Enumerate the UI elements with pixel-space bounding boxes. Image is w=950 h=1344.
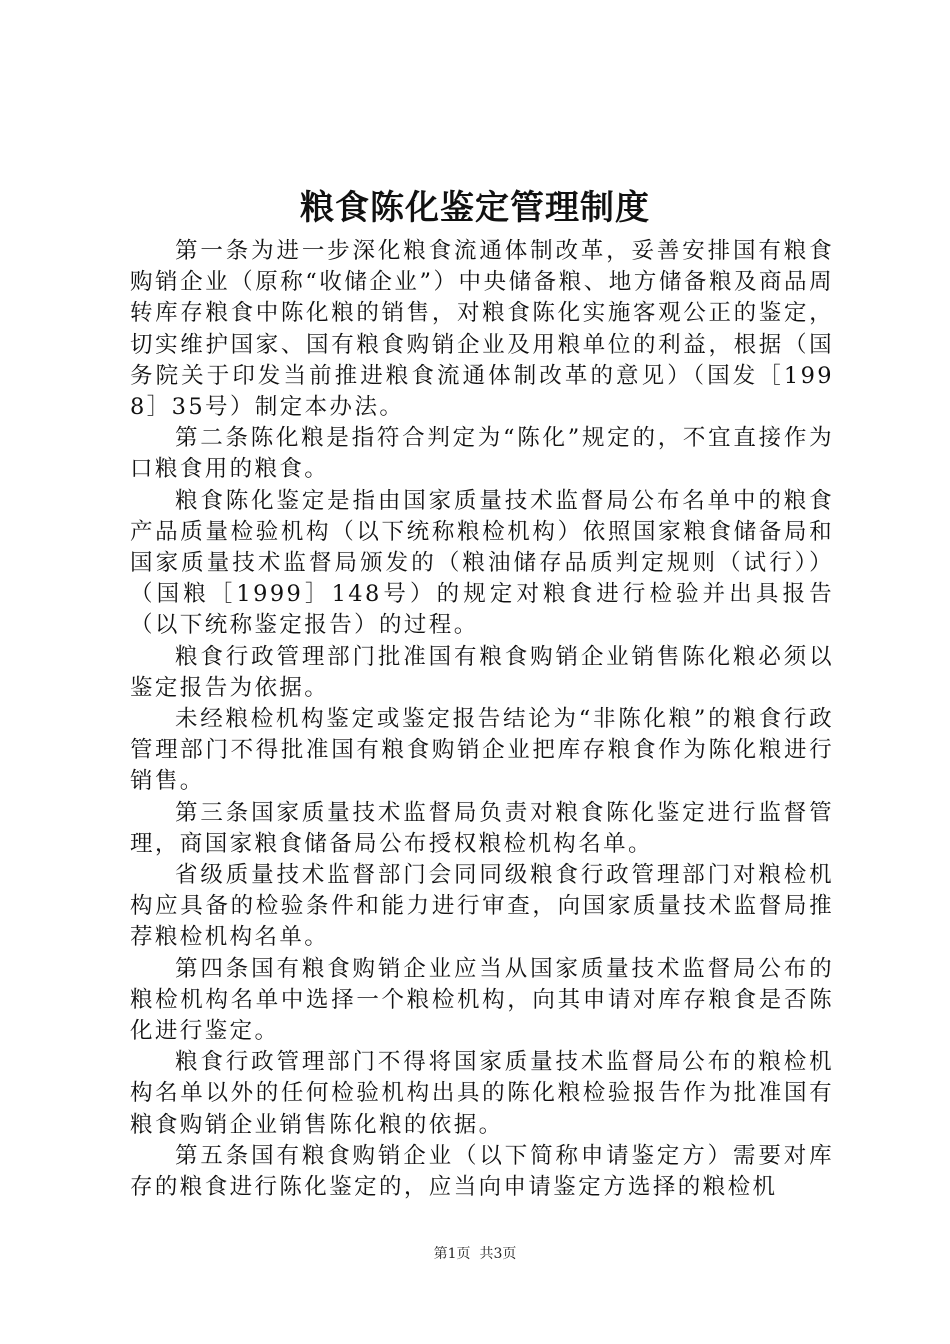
paragraph: 未经粮检机构鉴定或鉴定报告结论为“非陈化粮”的粮食行政管理部门不得批准国有粮食购销企业把库存粮食作为陈化粮进行销售。 (130, 706, 834, 795)
page-number: 第1页 (433, 1246, 471, 1262)
document-title: 粮食陈化鉴定管理制度 (300, 188, 650, 228)
paragraph: 粮食陈化鉴定是指由国家质量技术监督局公布名单中的粮食产品质量检验机构（以下统称粮检机构）依照国家粮食储备局和国家质量技术监督局颁发的（粮油储存品质判定规则（试行））（国粮［1999］148号）的规定对粮食进行检验并出具报告（以下统称鉴定报告）的过程。 (130, 487, 834, 639)
paragraph: 省级质量技术监督部门会同同级粮食行政管理部门对粮检机构应具备的检验条件和能力进行审查，向国家质量技术监督局推荐粮检机构名单。 (130, 862, 834, 951)
paragraph: 第三条国家质量技术监督局负责对粮食陈化鉴定进行监督管理，商国家粮食储备局公布授权粮检机构名单。 (130, 799, 834, 857)
document-body (130, 236, 834, 1203)
paragraph: 第二条陈化粮是指符合判定为“陈化”规定的，不宜直接作为口粮食用的粮食。 (130, 425, 834, 483)
page-footer (0, 1244, 950, 1264)
paragraph: 粮食行政管理部门不得将国家质量技术监督局公布的粮检机构名单以外的任何检验机构出具的陈化粮检验报告作为批准国有粮食购销企业销售陈化粮的依据。 (130, 1049, 834, 1138)
paragraph: 第一条为进一步深化粮食流通体制改革，妥善安排国有粮食购销企业（原称“收储企业”）中央储备粮、地方储备粮及商品周转库存粮食中陈化粮的销售，对粮食陈化实施客观公正的鉴定，切实维护国家、国有粮食购销企业及用粮单位的利益，根据（国务院关于印发当前推进粮食流通体制改革的意见）（国发［1998］35号）制定本办法。 (130, 238, 834, 421)
paragraph: 第四条国有粮食购销企业应当从国家质量技术监督局公布的粮检机构名单中选择一个粮检机构，向其申请对库存粮食是否陈化进行鉴定。 (130, 955, 834, 1045)
paragraph: 第五条国有粮食购销企业（以下简称申请鉴定方）需要对库存的粮食进行陈化鉴定的，应当向申请鉴定方选择的粮检机 (130, 1142, 834, 1201)
page-total: 共3页 (479, 1246, 517, 1262)
paragraph: 粮食行政管理部门批准国有粮食购销企业销售陈化粮必须以鉴定报告为依据。 (130, 643, 834, 701)
